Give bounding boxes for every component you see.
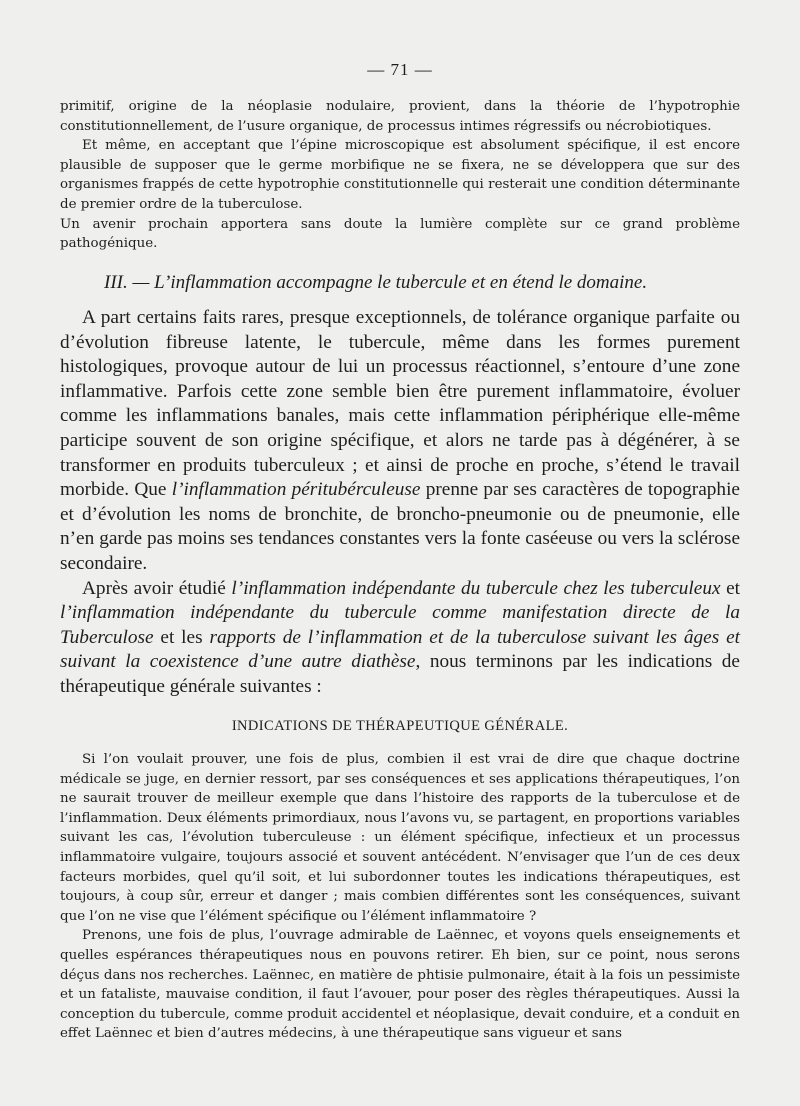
section-heading: III. — L’inflammation accompagne le tubercule et en étend le domaine.: [104, 272, 648, 293]
intro-paragraph: primitif, origine de la néoplasie nodulaire, provient, dans la théorie de l’hypotrophie constitutionnellement, de l’usure organique, de processus intimes régressifs ou nécrobiotiques.: [60, 99, 740, 134]
final-paragraph: Si l’on voulait prouver, une fois de plus, combien il est vrai de dire que chaque doctrine médicale se juge, en dernier ressort, par ses conséquences et ses applications thérapeutiques, l’on ne saurait trouver de meilleur exemple que dans l’histoire des rapports de la tuberculose et de l’inflammation. Deux éléments primordiaux, nous l’avons vu, se partagent, en proportions variables suivant les cas, l’évolution tuberculeuse : un élément spécifique, infectieux et un processus inflammatoire vulgaire, toujours associé et souvent antécédent. N’envisager que l’un de ces deux facteurs morbides, quel qu’il soit, et lui subordonner toutes les indications thérapeutiques, est toujours, à coup sûr, erreur et danger ; mais combien différentes sont les conséquences, suivant que l’on ne vise que l’élément spécifique ou l’élément inflammatoire ?: [60, 752, 740, 924]
subheading: INDICATIONS DE THÉRAPEUTIQUE GÉNÉRALE.: [231, 718, 569, 734]
intro-text-block: [60, 97, 740, 254]
final-text-block: [60, 750, 740, 1044]
body-paragraph: A part certains faits rares, presque exceptionnels, de tolérance organique parfaite ou d’évolution fibreuse latente, le tubercule, même dans les formes purement histologiques, provoque autour de lui un processus réactionnel, s’entoure d’une zone inflammative. Parfois cette zone semble bien être purement inflammatoire, évoluer comme les inflammations banales, mais cette inflammation périphérique elle-même participe souvent de son origine spécifique, et alors ne tarde pas à dégénérer, à se transformer en produits tuberculeux ; et ainsi de proche en proche, s’étend le travail morbide. Que l’inflammation péritubérculeuse prenne par ses caractères de topographie et d’évolution les noms de bronchite, de broncho-pneumonie ou de pneumonie, elle n’en garde pas moins ses tendances constantes vers la fonte caséeuse ou vers la sclérose secondaire.: [60, 307, 740, 574]
final-paragraph: Prenons, une fois de plus, l’ouvrage admirable de Laënnec, et voyons quels enseignements et quelles espérances thérapeutiques nous en pouvons retirer. Eh bien, sur ce point, nous serons déçus dans nos recherches. Laënnec, en matière de phtisie pulmonaire, était à la fois un pessimiste et un fataliste, mauvaise condition, il faut l’avouer, pour poser des règles thérapeutiques. Aussi la conception du tubercule, comme produit accidentel et néoplasique, devait conduire, et a conduit en effet Laënnec et bien d’autres médecins, à une thérapeutique sans vigueur et sans: [60, 928, 740, 1042]
subheading-block: [60, 718, 740, 735]
page-number: — 71 —: [367, 60, 433, 79]
intro-paragraph: Et même, en acceptant que l’épine microscopique est absolument spécifique, il est encore plausible de supposer que le germe morbifique ne se fixera, ne se développera que sur des organismes frappés de cette hypotrophie constitutionnelle qui resterait une condition déterminante de premier ordre de la tuberculose.: [60, 138, 740, 212]
intro-paragraph: Un avenir prochain apportera sans doute la lumière complète sur ce grand problème pathogénique.: [60, 216, 740, 252]
body-paragraph: Après avoir étudié l’inflammation indépendante du tubercule chez les tuberculeux et l’inflammation indépendante du tubercule comme manifestation directe de la Tuberculose et les rapports de l’inflammation et de la tuberculose suivant les âges et suivant la coexistence d’une autre diathèse, nous terminons par les indications de thérapeutique générale suivantes :: [60, 577, 740, 697]
section-heading-block: [60, 272, 740, 294]
main-text-block: [60, 306, 740, 700]
